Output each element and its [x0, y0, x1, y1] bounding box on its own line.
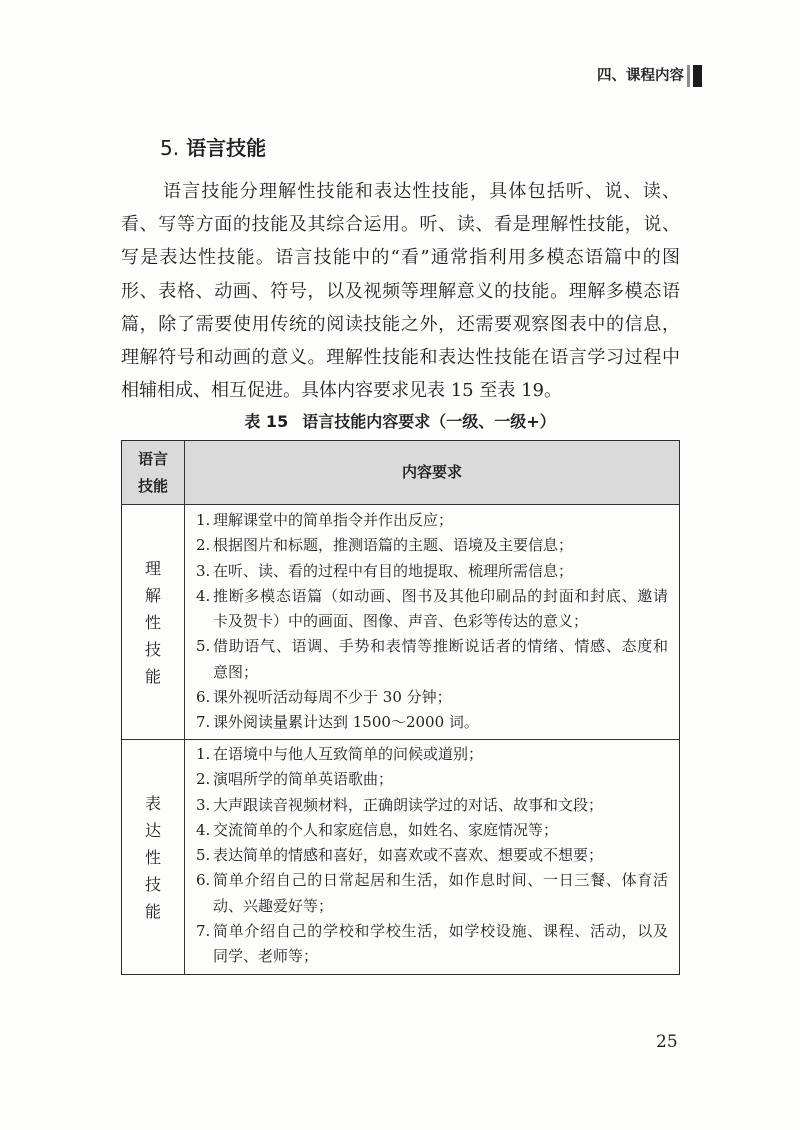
table-row-content — [185, 505, 679, 740]
list-item — [196, 767, 668, 792]
item-text: 理解课堂中的简单指令并作出反应； — [213, 511, 454, 529]
header-bar-thick — [693, 65, 702, 87]
list-item — [196, 584, 668, 635]
item-number: 6. — [196, 688, 211, 707]
list-item — [196, 533, 668, 558]
item-number: 4. — [196, 586, 211, 605]
paragraph-line: 语言技能分理解性技能和表达性技能，具体包括听、说、读、 — [163, 181, 680, 202]
paragraph-line: 理解符号和动画的意义。理解性技能和表达性技能在语言学习过程中 — [121, 346, 680, 368]
item-number: 5. — [196, 846, 211, 865]
table-row-content — [185, 740, 679, 974]
item-text: 课外阅读量累计达到 1500～2000 词。 — [213, 713, 479, 732]
list-item — [196, 742, 668, 767]
category-label: 表达性技能 — [144, 793, 161, 921]
item-text: 课外视听活动每周不少于 30 分钟； — [213, 688, 452, 707]
paragraph-line: 看、写等方面的技能及其综合运用。听、读、看是理解性技能，说、 — [121, 214, 680, 236]
body-paragraph — [121, 175, 680, 407]
list-item — [196, 508, 668, 533]
paragraph-line: 篇，除了需要使用传统的阅读技能之外，还需要观察图表中的信息， — [121, 313, 680, 335]
item-text: 动、兴趣爱好等； — [213, 896, 334, 915]
item-number: 7. — [196, 713, 211, 732]
item-text: 表达简单的情感和喜好，如喜欢或不喜欢、想要或不想要； — [213, 846, 604, 865]
item-number: 1. — [196, 511, 211, 529]
item-number: 2. — [196, 536, 211, 555]
header-label: 技能 — [137, 476, 168, 495]
list-item — [196, 919, 668, 970]
list-item — [196, 793, 668, 818]
item-number: 7. — [196, 922, 211, 941]
category-cell — [122, 505, 185, 740]
paragraph-line: 写是表达性技能。语言技能中的“看”通常指利用多模态语篇中的图 — [121, 247, 680, 269]
item-number: 5. — [196, 637, 211, 656]
item-text: 借助语气、语调、手势和表情等推断说话者的情绪、情感、态度和 — [213, 637, 668, 656]
table-caption-number: 表 15 — [244, 412, 289, 431]
item-text: 在听、读、看的过程中有目的地提取、梳理所需信息； — [213, 561, 574, 580]
list-item — [196, 559, 668, 584]
item-text: 根据图片和标题，推测语篇的主题、语境及主要信息； — [213, 536, 574, 555]
table-caption-title: 语言技能内容要求（一级、一级+） — [302, 412, 556, 431]
table-caption — [0, 410, 800, 434]
item-number: 6. — [196, 871, 211, 890]
header-label: 内容要求 — [401, 463, 462, 481]
item-number: 3. — [196, 561, 211, 580]
running-header-title: 四、课程内容 — [597, 68, 684, 84]
item-text: 卡及贺卡）中的画面、图像、声音、色彩等传达的意义； — [213, 612, 589, 631]
list-item — [196, 818, 668, 843]
header-bar-thin — [687, 65, 690, 87]
item-text: 简单介绍自己的学校和学校生活，如学校设施、课程、活动，以及 — [213, 922, 668, 941]
item-text: 同学、老师等； — [213, 947, 319, 966]
section-title: 语言技能 — [186, 136, 267, 160]
item-text: 在语境中与他人互致简单的问候或道别； — [213, 745, 484, 763]
item-number: 2. — [196, 770, 211, 789]
item-text: 简单介绍自己的日常起居和生活，如作息时间、一日三餐、体育活 — [213, 871, 668, 890]
item-number: 4. — [196, 820, 211, 839]
section-number: 5. — [160, 136, 180, 160]
page-number: 25 — [656, 1032, 678, 1052]
section-heading — [160, 134, 266, 162]
item-number: 3. — [196, 795, 211, 814]
item-text: 意图； — [213, 662, 259, 681]
header-label: 语言 — [137, 449, 168, 468]
item-text: 大声跟读音视频材料，正确朗读学过的对话、故事和文段； — [213, 795, 604, 814]
paragraph-line: 相辅相成、相互促进。具体内容要求见表 15 至表 19。 — [121, 380, 562, 402]
list-item — [196, 710, 668, 735]
item-text: 演唱所学的简单英语歌曲； — [213, 770, 394, 789]
category-cell — [122, 740, 185, 974]
content-table — [121, 440, 680, 975]
item-text: 交流简单的个人和家庭信息，如姓名、家庭情况等； — [213, 820, 559, 839]
list-item — [196, 843, 668, 868]
category-label: 理解性技能 — [144, 558, 161, 686]
table-header-cell-skill — [122, 441, 185, 505]
list-item — [196, 634, 668, 685]
list-item — [196, 685, 668, 710]
item-text: 推断多模态语篇（如动画、图书及其他印刷品的封面和封底、邀请 — [213, 586, 668, 605]
table-header-cell-content — [185, 441, 679, 505]
paragraph-line: 形、表格、动画、符号，以及视频等理解意义的技能。理解多模态语 — [121, 280, 680, 302]
item-number: 1. — [196, 745, 211, 763]
list-item — [196, 868, 668, 919]
